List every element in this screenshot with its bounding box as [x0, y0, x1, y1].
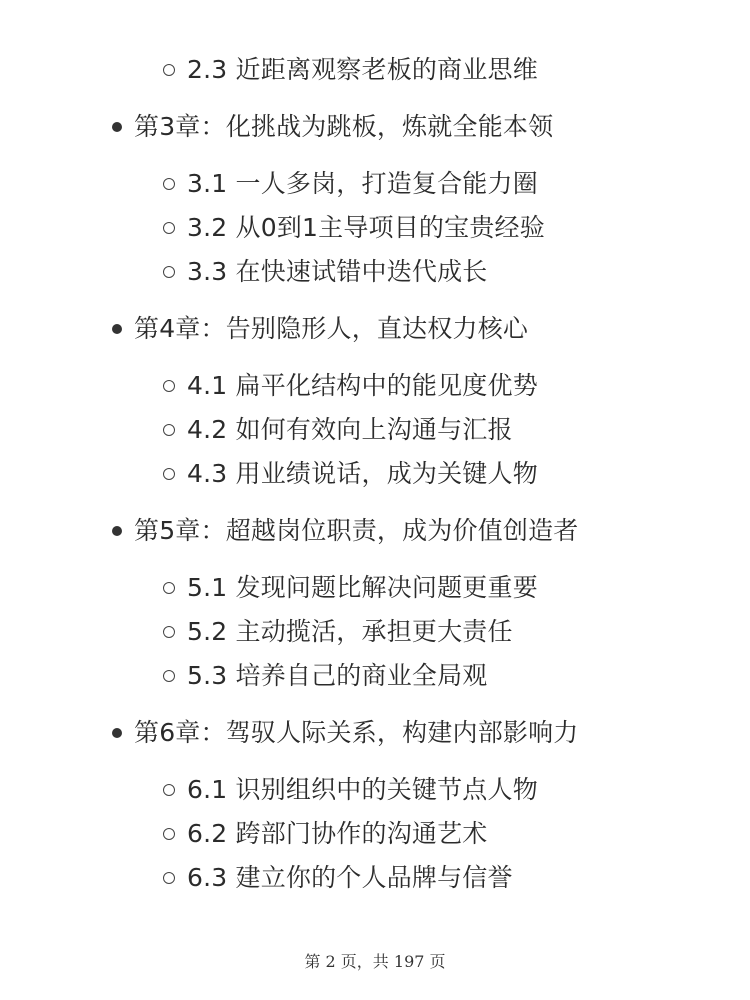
hollow-circle-bullet-icon — [163, 828, 175, 840]
toc-section-6-3 — [0, 856, 750, 900]
toc-section-label: 3.3 在快速试错中迭代成长 — [187, 257, 488, 286]
toc-section-6-2 — [0, 812, 750, 856]
hollow-circle-bullet-icon — [163, 784, 175, 796]
toc-chapter-label: 第4章：告别隐形人，直达权力核心 — [134, 314, 529, 343]
hollow-circle-bullet-icon — [163, 670, 175, 682]
toc-section-label: 2.3 近距离观察老板的商业思维 — [187, 55, 538, 84]
filled-disc-bullet-icon — [112, 324, 122, 334]
toc-section-label: 4.2 如何有效向上沟通与汇报 — [187, 415, 513, 444]
hollow-circle-bullet-icon — [163, 222, 175, 234]
toc-section-label: 6.1 识别组织中的关键节点人物 — [187, 775, 538, 804]
hollow-circle-bullet-icon — [163, 424, 175, 436]
toc-chapter-label: 第5章：超越岗位职责，成为价值创造者 — [134, 516, 579, 545]
filled-disc-bullet-icon — [112, 728, 122, 738]
toc-section-2-3 — [0, 48, 750, 92]
toc-section-label: 3.1 一人多岗，打造复合能力圈 — [187, 169, 538, 198]
hollow-circle-bullet-icon — [163, 178, 175, 190]
page-number-footer: 第 2 页，共 197 页 — [304, 952, 446, 971]
toc-section-3-1 — [0, 162, 750, 206]
hollow-circle-bullet-icon — [163, 582, 175, 594]
toc-section-label: 5.2 主动揽活，承担更大责任 — [187, 617, 513, 646]
toc-section-6-1 — [0, 768, 750, 812]
hollow-circle-bullet-icon — [163, 380, 175, 392]
toc-section-5-2 — [0, 610, 750, 654]
toc-chapter-label: 第3章：化挑战为跳板，炼就全能本领 — [134, 112, 554, 141]
toc-chapter-label: 第6章：驾驭人际关系，构建内部影响力 — [134, 718, 579, 747]
toc-section-4-2 — [0, 408, 750, 452]
hollow-circle-bullet-icon — [163, 64, 175, 76]
toc-chapter-5 — [0, 509, 750, 553]
toc-section-label: 6.2 跨部门协作的沟通艺术 — [187, 819, 488, 848]
toc-section-label: 4.1 扁平化结构中的能见度优势 — [187, 371, 538, 400]
toc-section-label: 5.1 发现问题比解决问题更重要 — [187, 573, 538, 602]
toc-section-3-2 — [0, 206, 750, 250]
hollow-circle-bullet-icon — [163, 626, 175, 638]
toc-section-5-1 — [0, 566, 750, 610]
toc-section-label: 5.3 培养自己的商业全局观 — [187, 661, 488, 690]
toc-section-label: 6.3 建立你的个人品牌与信誉 — [187, 863, 513, 892]
toc-chapter-6 — [0, 711, 750, 755]
table-of-contents — [0, 48, 750, 900]
toc-chapter-4 — [0, 307, 750, 351]
hollow-circle-bullet-icon — [163, 266, 175, 278]
hollow-circle-bullet-icon — [163, 872, 175, 884]
filled-disc-bullet-icon — [112, 526, 122, 536]
filled-disc-bullet-icon — [112, 122, 122, 132]
toc-section-4-3 — [0, 452, 750, 496]
hollow-circle-bullet-icon — [163, 468, 175, 480]
toc-section-3-3 — [0, 250, 750, 294]
toc-section-5-3 — [0, 654, 750, 698]
toc-section-label: 4.3 用业绩说话，成为关键人物 — [187, 459, 538, 488]
toc-section-label: 3.2 从0到1主导项目的宝贵经验 — [187, 213, 545, 242]
toc-section-4-1 — [0, 364, 750, 408]
toc-chapter-3 — [0, 105, 750, 149]
